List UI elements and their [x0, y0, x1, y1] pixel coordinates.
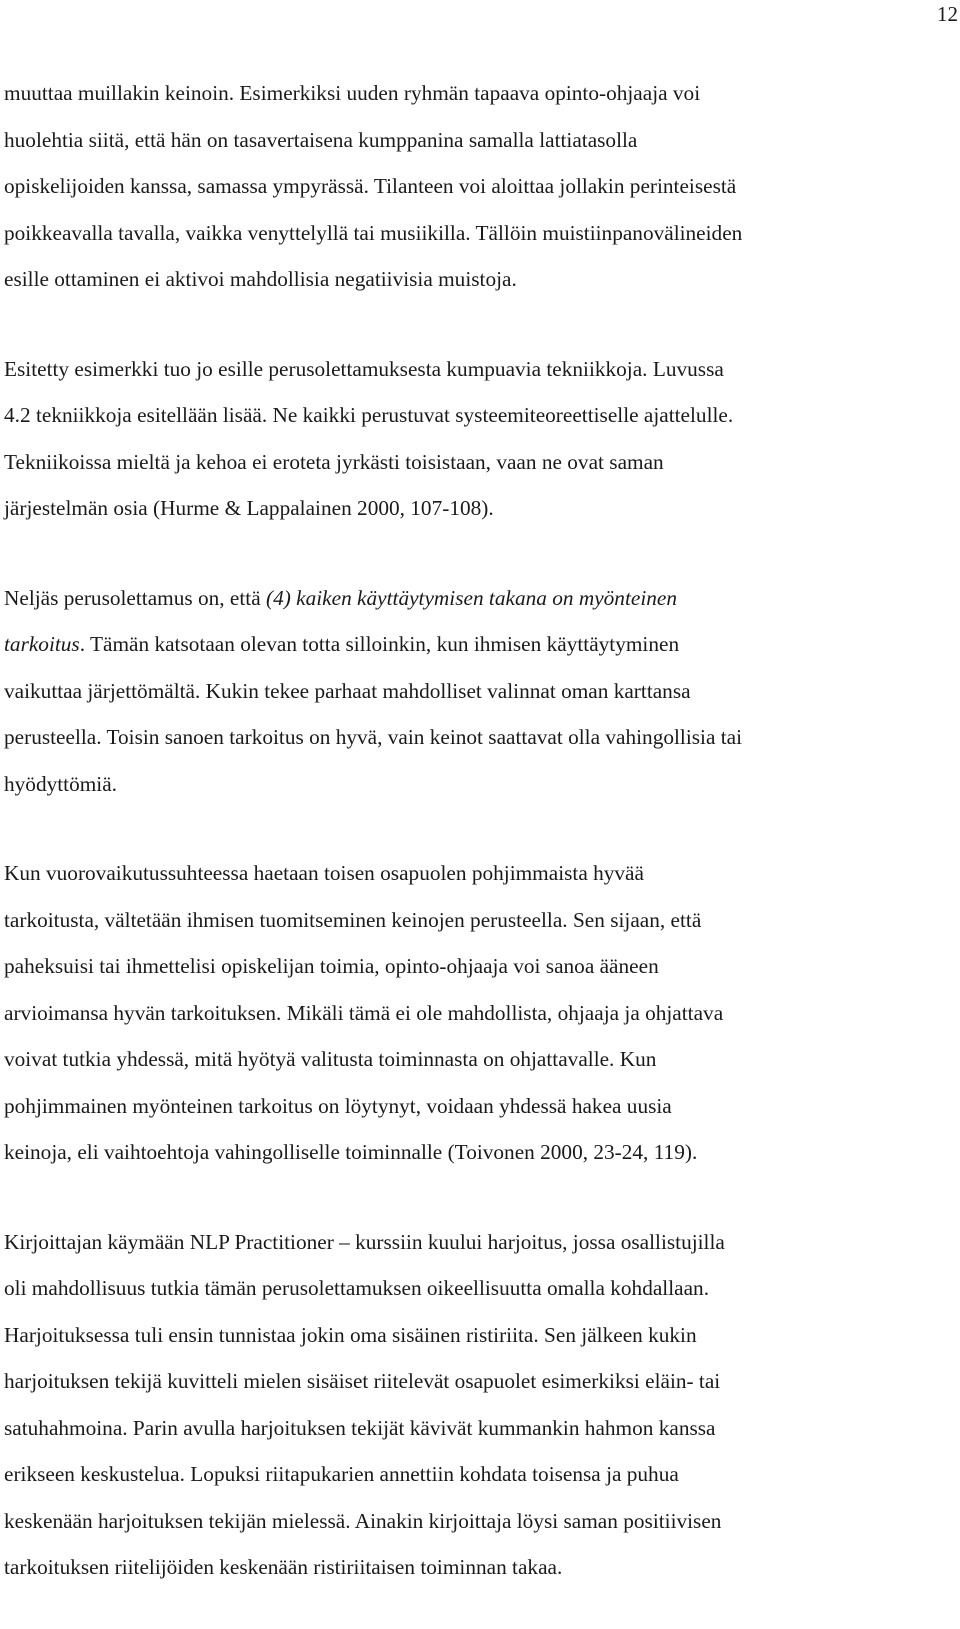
text-line: hyödyttömiä.	[4, 771, 117, 796]
italic-emphasis: (4) kaiken käyttäytymisen takana on myönteinen	[266, 585, 677, 610]
text-line: esille ottaminen ei aktivoi mahdollisia negatiivisia muistoja.	[4, 267, 517, 291]
text-line: erikseen keskustelua. Lopuksi riitapukarien annettiin kohdata toisensa ja puhua	[4, 1462, 679, 1486]
text-line: järjestelmän osia (Hurme & Lappalainen 2000, 107-108).	[4, 496, 494, 520]
text-line: perusteella. Toisin sanoen tarkoitus on hyvä, vain keinot saattavat olla vahingollisia tai	[4, 725, 743, 749]
text-line: Harjoituksessa tuli ensin tunnistaa jokin oma sisäinen ristiriita. Sen jälkeen kukin	[4, 1322, 697, 1347]
text-line: paheksuisi tai ihmettelisi opiskelijan toimia, opinto-ohjaaja voi sanoa ääneen	[4, 954, 659, 978]
text-line: tarkoituksen riitelijöiden keskenään ristiriitaisen toiminnan takaa.	[4, 1555, 563, 1579]
text-line: opiskelijoiden kanssa, samassa ympyrässä. Tilanteen voi aloittaa jollakin perinteisestä	[4, 174, 737, 198]
text-line: Kun vuorovaikutussuhteessa haetaan toisen osapuolen pohjimmaista hyvää	[4, 861, 644, 885]
text-line: Neljäs perusolettamus on, että	[4, 585, 266, 610]
text-line: keinoja, eli vaihtoehtoja vahingolliselle toiminnalle (Toivonen 2000, 23-24, 119).	[4, 1140, 698, 1164]
text-line: tarkoitusta, vältetään ihmisen tuomitseminen keinojen perusteella. Sen sijaan, että	[4, 907, 702, 932]
paragraph-3	[4, 575, 954, 808]
text-line: poikkeavalla tavalla, vaikka venyttelyllä tai musiikilla. Tällöin muistiinpanovälineiden	[4, 220, 743, 245]
paragraph-5	[4, 1219, 954, 1591]
text-line: pohjimmainen myönteinen tarkoitus on löytynyt, voidaan yhdessä hakea uusia	[4, 1093, 672, 1118]
text-line: Kirjoittajan käymään NLP Practitioner – kurssiin kuului harjoitus, jossa osallistujilla	[4, 1229, 725, 1254]
text-line: arvioimansa hyvän tarkoituksen. Mikäli tämä ei ole mahdollista, ohjaaja ja ohjattava	[4, 1000, 724, 1025]
paragraph-1	[4, 70, 954, 303]
paragraph-2	[4, 346, 954, 532]
paragraph-4	[4, 850, 954, 1176]
text-line: muuttaa muillakin keinoin. Esimerkiksi uuden ryhmän tapaava opinto-ohjaaja voi	[4, 81, 701, 105]
text-line: . Tämän katsotaan olevan totta silloinkin, kun ihmisen käyttäytyminen	[79, 632, 680, 656]
text-line: satuhahmoina. Parin avulla harjoituksen tekijät kävivät kummankin hahmon kanssa	[4, 1415, 716, 1440]
text-line: keskenään harjoituksen tekijän mielessä. Ainakin kirjoittaja löysi saman positiivisen	[4, 1508, 722, 1533]
text-line: 4.2 tekniikkoja esitellään lisää. Ne kaikki perustuvat systeemiteoreettiselle ajattelulle.	[4, 403, 734, 427]
text-line: voivat tutkia yhdessä, mitä hyötyä valitusta toiminnasta on ohjattavalle. Kun	[4, 1047, 657, 1071]
document-body	[4, 70, 954, 1591]
text-line: harjoituksen tekijä kuvitteli mielen sisäiset riitelevät osapuolet esimerkiksi eläin- tai	[4, 1369, 721, 1393]
page-number: 12	[937, 2, 958, 26]
text-line: Esitetty esimerkki tuo jo esille perusolettamuksesta kumpuavia tekniikkoja. Luvussa	[4, 356, 724, 381]
text-line: oli mahdollisuus tutkia tämän perusolettamuksen oikeellisuutta omalla kohdallaan.	[4, 1276, 710, 1300]
text-line: huolehtia siitä, että hän on tasavertaisena kumppanina samalla lattiatasolla	[4, 127, 638, 152]
italic-emphasis: tarkoitus	[4, 632, 80, 656]
text-line: Tekniikoissa mieltä ja kehoa ei eroteta jyrkästi toisistaan, vaan ne ovat saman	[4, 449, 664, 474]
text-line: vaikuttaa järjettömältä. Kukin tekee parhaat mahdolliset valinnat oman karttansa	[4, 678, 691, 703]
